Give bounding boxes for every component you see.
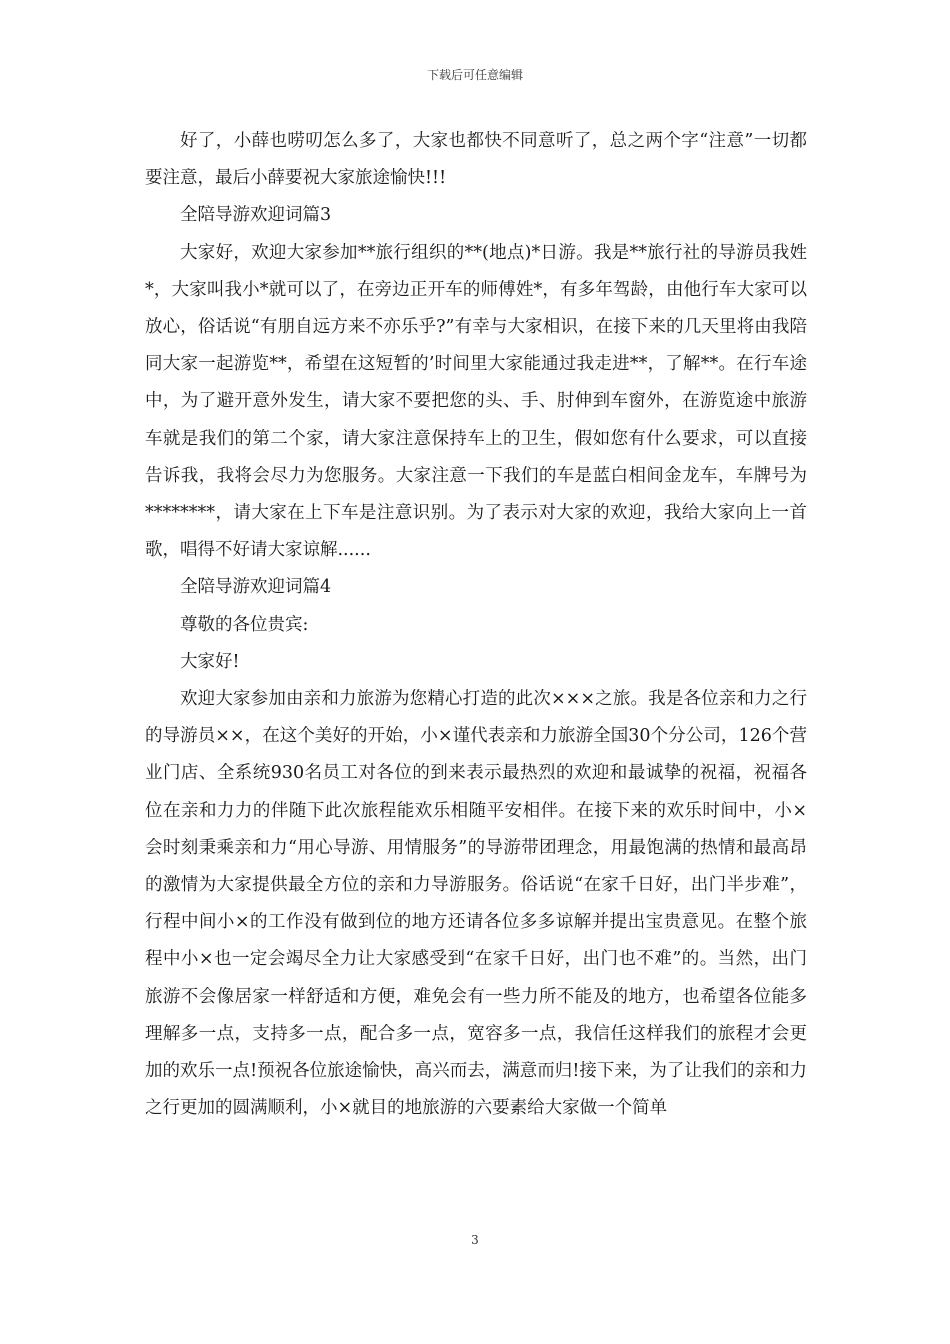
page-number: 3 (471, 1233, 479, 1247)
paragraph-closing-remarks: 好了，小薛也唠叨怎么多了，大家也都快不同意听了，总之两个字“注意”一切都要注意，最后小薛要祝大家旅途愉快!!! (145, 131, 807, 189)
salutation: 尊敬的各位贵宾: (180, 614, 309, 635)
greeting: 大家好! (180, 651, 240, 672)
paragraph-welcome-3: 大家好，欢迎大家参加**旅行组织的**(地点)*日游。我是**旅行社的导游员我姓*，大家叫我小*就可以了，在旁边正开车的师傅姓*，有多年驾龄，由他行车大家可以放心，俗话说“有朋自远方来不亦乐乎?”有幸与大家相识，在接下来的几天里将由我陪同大家一起游览**，希望在这短暂的’时间里大家能通过我走进**，了解**。在行车途中，为了避开意外发生，请大家不要把您的头、手、肘伸到车窗外，在游览途中旅游车就是我们的第二个家，请大家注意保持车上的卫生，假如您有什么要求，可以直接告诉我，我将会尽力为您服务。大家注意一下我们的车是蓝白相间金龙车，车牌号为********，请大家在上下车是注意识别。为了表示对大家的欢迎，我给大家向上一首歌，唱得不好请大家谅解...... (145, 242, 807, 561)
page-header-note: 下载后可任意编辑 (426, 68, 523, 82)
section-heading-3: 全陪导游欢迎词篇3 (180, 205, 332, 226)
paragraph-welcome-4: 欢迎大家参加由亲和力旅游为您精心打造的此次×××之旅。我是各位亲和力之行的导游员××，在这个美好的开始，小×谨代表亲和力旅游全国30个分公司，126个营业门店、全系统930名员工对各位的到来表示最热烈的欢迎和最诚挚的祝福，祝福各位在亲和力力的伴随下此次旅程能欢乐相随平安相伴。在接下来的欢乐时间中，小×会时刻秉乘亲和力“用心导游、用情服务”的导游带团理念，用最饱满的热情和最高昂的激情为大家提供最全方位的亲和力导游服务。俗话说“在家千日好，出门半步难”，行程中间小×的工作没有做到位的地方还请各位多多谅解并提出宝贵意见。在整个旅程中小×也一定会竭尽全力让大家感受到“在家千日好，出门也不难”的。当然，出门旅游不会像居家一样舒适和方便，难免会有一些力所不能及的地方，也希望各位能多理解多一点，支持多一点，配合多一点，宽容多一点，我信任这样我们的旅程才会更加的欢乐一点!预祝各位旅途愉快，高兴而去，满意而归!接下来，为了让我们的亲和力之行更加的圆满顺利，小×就目的地旅游的六要素给大家做一个简单 (145, 689, 807, 1119)
document-body (145, 123, 807, 1127)
section-heading-4: 全陪导游欢迎词篇4 (180, 577, 332, 598)
